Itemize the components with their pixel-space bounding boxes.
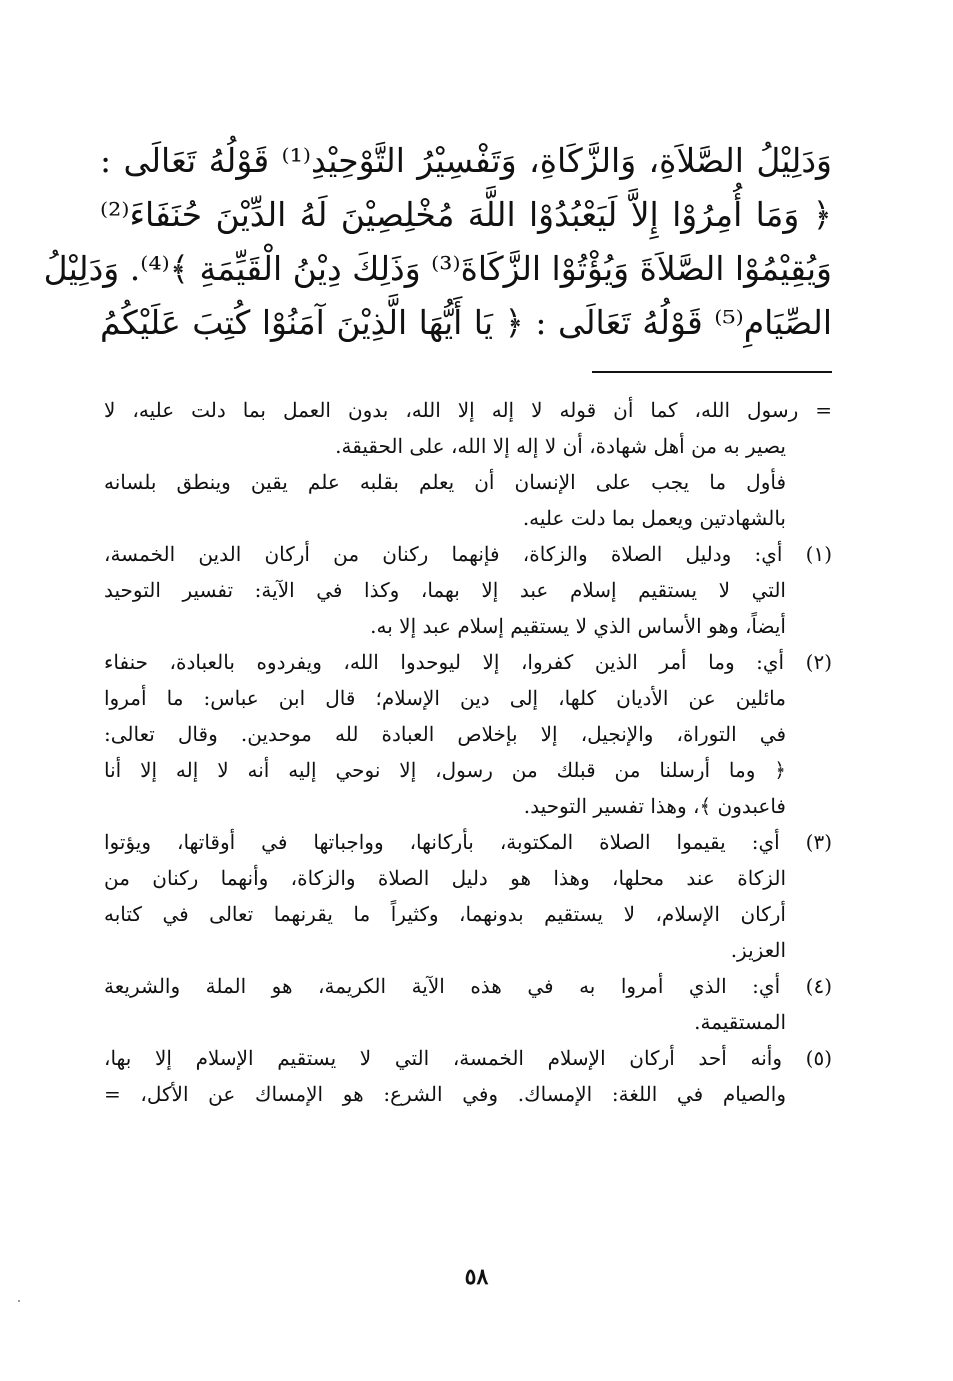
footnote-continuation — [104, 392, 832, 464]
main-text-line: وَدَلِيْلُ الصَّلاَةِ، وَالزَّكَاةِ، وَتَفْسِيْرُ التَّوْحِيْدِ⁽¹⁾ قَوْلُهُ تَعَالَى : — [100, 141, 832, 180]
footnote-line: (٣) أي: يقيموا الصلاة المكتوبة، بأركانها، وواجباتها في أوقاتها، ويؤتوا — [104, 830, 832, 854]
footnotes-block — [104, 392, 832, 1112]
footnote-line: فاعبدون ﴾، وهذا تفسير التوحيد. — [523, 794, 786, 818]
main-text-line: الصِّيَامِ⁽⁵⁾ قَوْلُهُ تَعَالَى : ﴿ يَا أَيُّهَا الَّذِيْنَ آمَنُوْا كُتِبَ عَلَيْكُمُ — [100, 303, 832, 342]
footnote-line: العزيز. — [730, 938, 786, 962]
footnote-line: مائلين عن الأديان كلها، إلى دين الإسلام؛ قال ابن عباس: ما أمروا — [104, 686, 786, 710]
footnote-2 — [104, 644, 832, 824]
footnote-line: يصير به من أهل شهادة، أن لا إله إلا الله، على الحقيقة. — [335, 434, 786, 458]
main-text-line: وَيُقِيْمُوْا الصَّلاَةَ وَيُؤْتُوْا الزَّكَاةَ⁽³⁾ وَذَلِكَ دِيْنُ الْقَيِّمَةِ ﴾⁽⁴⁾. وَدَلِيْلُ — [43, 249, 832, 288]
footnote-line: فأول ما يجب على الإنسان أن يعلم بقلبه علم يقين وينطق بلسانه — [104, 470, 786, 494]
footnote-line: = رسول الله، كما أن قوله لا إله إلا الله، بدون العمل بما دلت عليه، لا — [104, 398, 832, 422]
scan-speck — [18, 1300, 20, 1302]
footnote-divider — [592, 371, 832, 373]
footnote-line: ﴿ وما أرسلنا من قبلك من رسول، إلا نوحي إليه أنه لا إله إلا أنا — [104, 758, 786, 782]
footnote-line: بالشهادتين ويعمل بما دلت عليه. — [522, 506, 786, 530]
footnote-paragraph — [104, 464, 832, 536]
footnote-3 — [104, 824, 832, 968]
footnote-line: أيضاً، وهو الأساس الذي لا يستقيم إسلام عبد إلا به. — [370, 614, 786, 638]
footnote-line: والصيام في اللغة: الإمساك. وفي الشرع: هو الإمساك عن الأكل، = — [104, 1082, 786, 1106]
main-text-line: ﴿ وَمَا أُمِرُوْا إِلاَّ لَيَعْبُدُوْا اللَّهَ مُخْلِصِيْنَ لَهُ الدِّيْنَ حُنَفَاءَ⁽²⁾ — [100, 195, 832, 234]
footnote-line: (١) أي: ودليل الصلاة والزكاة، فإنهما ركنان من أركان الدين الخمسة، — [104, 542, 832, 566]
footnote-5 — [104, 1040, 832, 1112]
footnote-line: المستقيمة. — [694, 1010, 786, 1034]
footnote-line: (٥) وأنه أحد أركان الإسلام الخمسة، التي لا يستقيم الإسلام إلا بها، — [104, 1046, 832, 1070]
footnote-1 — [104, 536, 832, 644]
main-text-block — [43, 134, 832, 350]
footnote-4 — [104, 968, 832, 1040]
footnote-line: في التوراة، والإنجيل، إلا بإخلاص العبادة لله موحدين. وقال تعالى: — [104, 722, 786, 746]
footnote-line: (٤) أي: الذي أمروا به في هذه الآية الكريمة، هو الملة والشريعة — [104, 974, 832, 998]
footnote-line: (٢) أي: وما أمر الذين كفروا، إلا ليوحدوا الله، ويفردوه بالعبادة، حنفاء — [104, 650, 832, 674]
footnote-line: الزكاة عند محلها، وهذا هو دليل الصلاة والزكاة، وأنهما ركنان من — [104, 866, 786, 890]
footnote-line: أركان الإسلام، لا يستقيم بدونهما، وكثيراً ما يقرنهما تعالى في كتابه — [104, 902, 786, 926]
footnote-line: التي لا يستقيم إسلام عبد إلا بهما، وكذا في الآية: تفسير التوحيد — [104, 578, 786, 602]
page-number: ٥٨ — [464, 1264, 489, 1290]
